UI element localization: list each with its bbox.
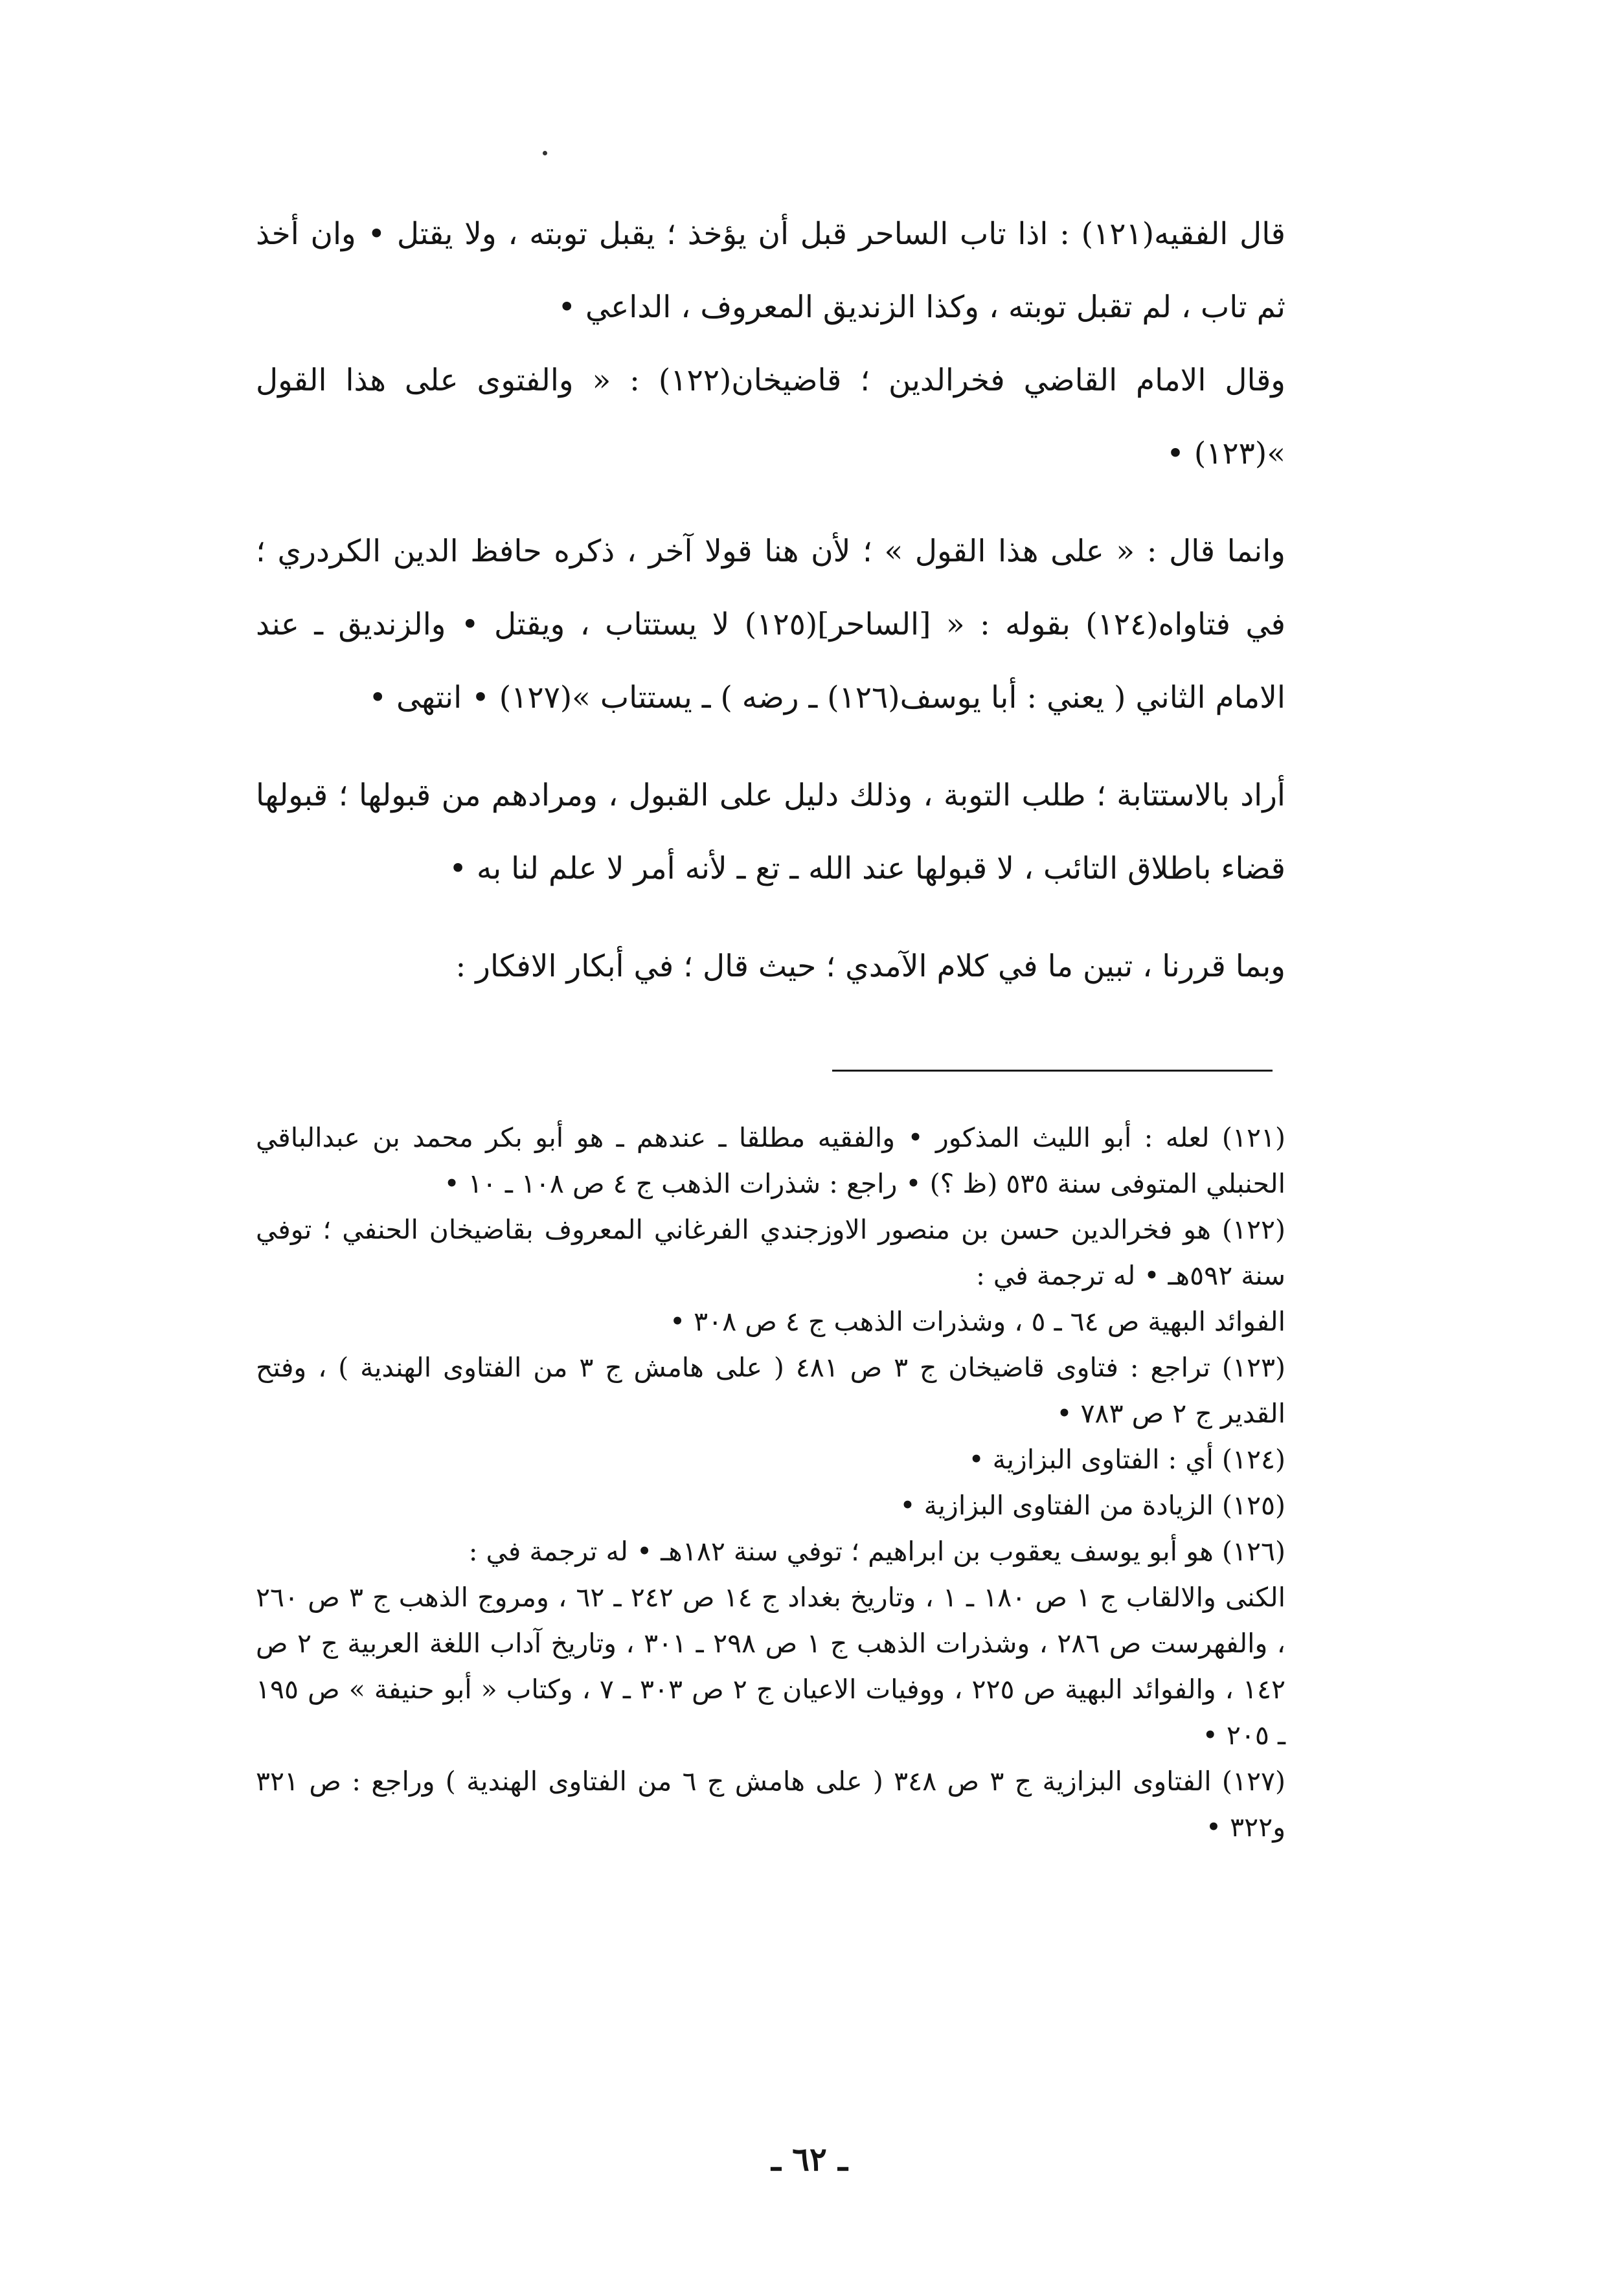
paragraph-2: وقال الامام القاضي فخرالدين ؛ قاضيخان(١٢٢) : « والفتوى على هذا القول »(١٢٣) •: [256, 363, 1286, 471]
footnote-124: (١٢٤) أي : الفتاوى البزازية •: [968, 1444, 1285, 1475]
footnote-123: (١٢٣) تراجع : فتاوى قاضيخان ج ٣ ص ٤٨١ ( على هامش ج ٣ من الفتاوى الهندية ) ، وفتح القدير ج ٢ ص ٧٨٣ •: [256, 1352, 1286, 1429]
paragraph-5: وبما قررنا ، تبين ما في كلام الآمدي ؛ حيث قال ؛ في أبكار الافكار :: [455, 949, 1285, 984]
footnote-122: (١٢٢) هو فخرالدين حسن بن منصور الاوزجندي الفرغاني المعروف بقاضيخان الحنفي ؛ توفي سنة ٥٩٢هـ • له ترجمة في :: [256, 1214, 1285, 1291]
paragraph-4: أراد بالاستتابة ؛ طلب التوبة ، وذلك دليل على القبول ، ومرادهم من قبولها ؛ قبولها قضاء باطلاق التائب ، لا قبولها عند الله ـ تع ـ لأنه أمر لا علم لنا به •: [256, 778, 1285, 886]
ink-speck: [543, 151, 547, 155]
footnote-126-continuation: الكنى والالقاب ج ١ ص ١٨٠ ـ ١ ، وتاريخ بغداد ج ١٤ ص ٢٤٢ ـ ٦٢ ، ومروج الذهب ج ٣ ص ٢٦٠ ، والفهرست ص ٢٨٦ ، وشذرات الذهب ج ١ ص ٢٩٨ ـ ٣٠١ ، وتاريخ آداب اللغة العربية ج ٢ ص ١٤٢ ، والفوائد البهية ص ٢٢٥ ، ووفيات الاعيان ج ٢ ص ٣٠٣ ـ ٧ ، وكتاب « أبو حنيفة » ص ١٩٥ ـ ٢٠٥ •: [256, 1582, 1286, 1751]
paragraph-1: قال الفقيه(١٢١) : اذا تاب الساحر قبل أن يؤخذ ؛ يقبل توبته ، ولا يقتل • وان أخذ ثم تاب ، لم تقبل توبته ، وكذا الزنديق المعروف ، الداعي •: [256, 216, 1285, 325]
footnote-122-continuation: الفوائد البهية ص ٦٤ ـ ٥ ، وشذرات الذهب ج ٤ ص ٣٠٨ •: [669, 1306, 1285, 1337]
footnote-125: (١٢٥) الزيادة من الفتاوى البزازية •: [900, 1490, 1285, 1521]
footnote-121: (١٢١) لعله : أبو الليث المذكور • والفقيه مطلقا ـ عندهم ـ هو أبو بكر محمد بن عبدالباقي الحنبلي المتوفى سنة ٥٣٥ (ظ ؟) • راجع : شذرات الذهب ج ٤ ص ١٠٨ ـ ١٠ •: [256, 1122, 1285, 1199]
paragraph-3: وانما قال : « على هذا القول » ؛ لأن هنا قولا آخر ، ذكره حافظ الدين الكردري ؛ في فتاواه(١٢٤) بقوله : « [الساحر](١٢٥) لا يستتاب ، ويقتل • والزنديق ـ عند الامام الثاني ( يعني : أبا يوسف(١٢٦) ـ رضه ) ـ يستتاب »(١٢٧) • انتهى •: [256, 534, 1285, 715]
footnotes: [256, 1115, 1324, 1851]
page-number: ـ ٦٢ ـ: [771, 2140, 848, 2178]
main-text: [256, 197, 1324, 1003]
footnote-divider: [832, 1070, 1273, 1072]
footnote-126: (١٢٦) هو أبو يوسف يعقوب بن ابراهيم ؛ توفي سنة ١٨٢هـ • له ترجمة في :: [468, 1536, 1285, 1567]
footnote-127: (١٢٧) الفتاوى البزازية ج ٣ ص ٣٤٨ ( على هامش ج ٦ من الفتاوى الهندية ) وراجع : ص ٣٢١ و٣٢٢ •: [256, 1766, 1286, 1843]
